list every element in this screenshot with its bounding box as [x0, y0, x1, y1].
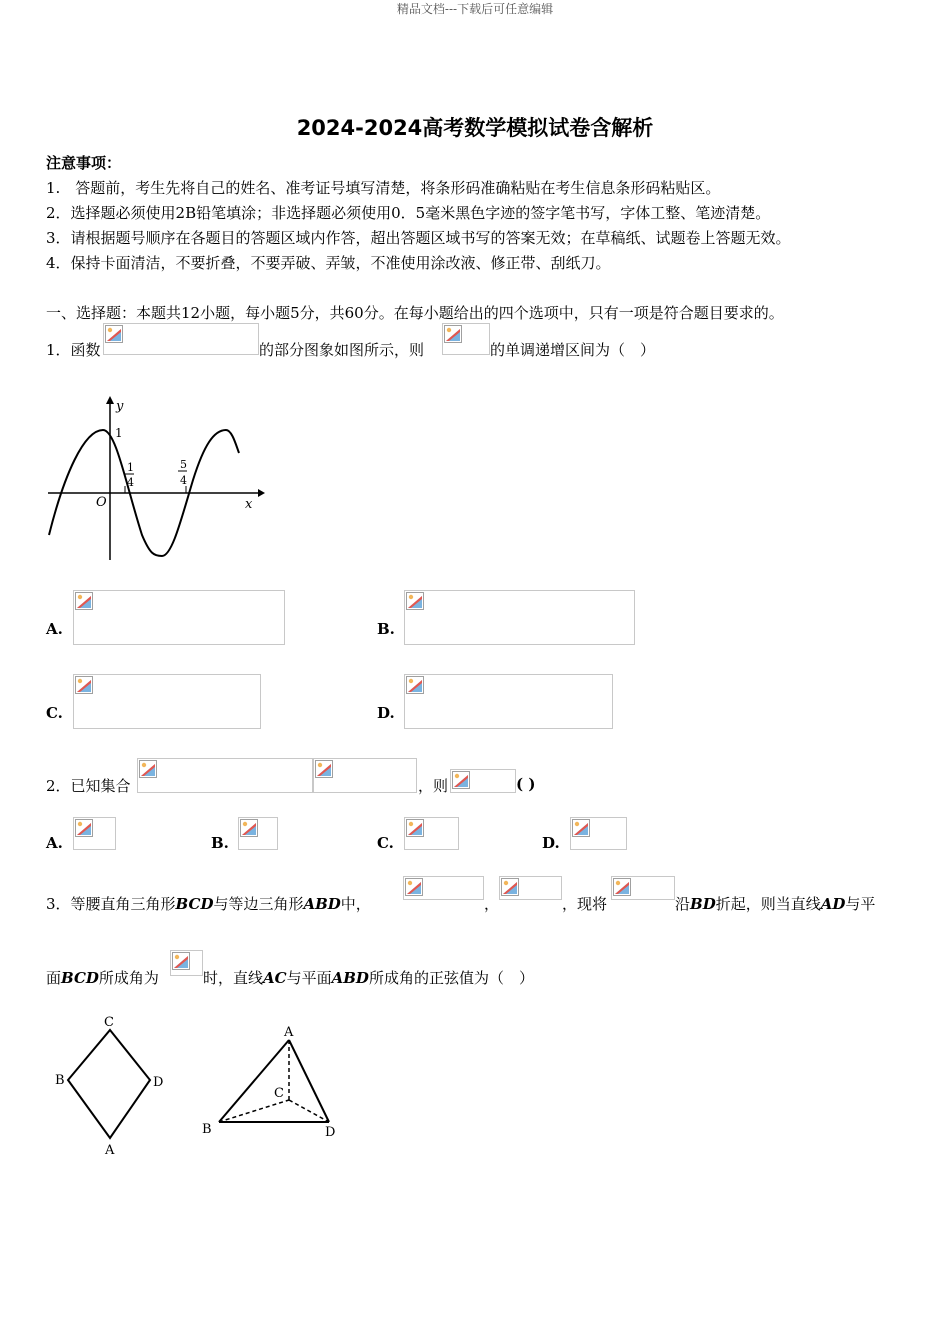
q3-text: ，现将: [562, 895, 608, 913]
broken-image-icon: [406, 819, 424, 837]
q3-text: 与等边三角形: [213, 895, 304, 913]
q1-option-c-label: C.: [46, 704, 63, 722]
edge-ad: [289, 1040, 329, 1122]
formula-image: [313, 758, 417, 793]
geometry-figures: [46, 1010, 346, 1160]
vertex-label-a: A: [284, 1025, 294, 1040]
q2-option-b-image[interactable]: [238, 817, 278, 850]
page-title: 2024-2024高考数学模拟试卷含解析: [296, 116, 654, 140]
q2-text-mid: ，则: [418, 777, 449, 795]
vertex-label-d: D: [153, 1075, 164, 1090]
broken-image-icon: [405, 878, 423, 896]
q2-text-start: 2．已知集合: [46, 777, 131, 795]
formula-image: [499, 876, 562, 900]
q1-text-mid: 的部分图象如图所示，则: [259, 341, 425, 359]
vertex-label-b: B: [202, 1122, 212, 1137]
vertex-label-c: C: [274, 1086, 284, 1101]
page-header: 精品文档---下载后可任意编辑: [396, 2, 554, 16]
formula-image: [450, 769, 516, 793]
q2-option-a-label: A.: [46, 834, 63, 852]
broken-image-icon: [315, 760, 333, 778]
q2-option-d-image[interactable]: [570, 817, 627, 850]
q3-text: ，: [484, 895, 500, 913]
sine-graph-figure: [46, 390, 266, 570]
q1-option-a-image[interactable]: [73, 590, 285, 645]
tick-denominator: 4: [180, 474, 187, 487]
y-axis-label: y: [116, 399, 124, 414]
broken-image-icon: [444, 325, 462, 343]
y-axis-arrow: [106, 396, 114, 404]
vertex-label-b: B: [55, 1073, 65, 1088]
vertex-label-d: D: [325, 1125, 336, 1140]
origin-label: O: [96, 495, 107, 510]
formula-image: [403, 876, 484, 900]
y-tick-label: 1: [115, 426, 123, 440]
q3-math: ABD: [303, 895, 341, 913]
edge-ab: [219, 1040, 289, 1122]
q3-text: 时，直线: [203, 969, 264, 987]
broken-image-icon: [240, 819, 258, 837]
q1-text-end: 的单调递增区间为（ ）: [490, 341, 656, 359]
q3-line-1b: [675, 893, 875, 914]
x-axis-label: x: [245, 497, 253, 512]
broken-image-icon: [501, 878, 519, 896]
tick-denominator: 4: [127, 476, 134, 489]
q3-math: BCD: [61, 969, 99, 987]
broken-image-icon: [613, 878, 631, 896]
q2-text-end: ( ): [516, 775, 536, 793]
q2-option-c-image[interactable]: [404, 817, 459, 850]
q1-option-a-label: A.: [46, 620, 63, 638]
q1-text-start: 1．函数: [46, 341, 101, 359]
q3-math: AC: [263, 969, 287, 987]
notice-item: 3．请根据题号顺序在各题目的答题区域内作答，超出答题区域书写的答案无效；在草稿纸、试题卷上答题无效。: [46, 229, 791, 247]
broken-image-icon: [75, 676, 93, 694]
broken-image-icon: [172, 952, 190, 970]
q3-text: 所成角的正弦值为（ ）: [368, 969, 534, 987]
pyramid-figure: [202, 1025, 335, 1140]
formula-image: [442, 323, 490, 355]
notice-item: 4．保持卡面清洁，不要折叠，不要弄破、弄皱，不准使用涂改液、修正带、刮纸刀。: [46, 254, 611, 272]
broken-image-icon: [406, 592, 424, 610]
q1-option-d-image[interactable]: [404, 674, 613, 729]
vertex-label-a: A: [105, 1143, 115, 1158]
q3-math: AD: [820, 895, 846, 913]
q3-text: 与平: [845, 895, 876, 913]
tick-numerator: 5: [180, 458, 187, 471]
square-outline: [68, 1030, 150, 1138]
broken-image-icon: [105, 325, 123, 343]
q2-option-c-label: C.: [377, 834, 394, 852]
q1-option-b-label: B.: [377, 620, 395, 638]
notice-item: 2．选择题必须使用2B铅笔填涂；非选择题必须使用0．5毫米黑色字迹的签字笔书写，字体工整、笔迹清楚。: [46, 204, 771, 222]
q3-text: 折起，则当直线: [715, 895, 821, 913]
q1-option-d-label: D.: [377, 704, 395, 722]
broken-image-icon: [406, 676, 424, 694]
q3-math: ABD: [331, 969, 369, 987]
broken-image-icon: [139, 760, 157, 778]
q3-line-2b: [203, 967, 534, 988]
formula-image: [103, 323, 259, 355]
broken-image-icon: [572, 819, 590, 837]
q2-option-d-label: D.: [542, 834, 560, 852]
q3-text: 沿: [675, 895, 691, 913]
q1-option-b-image[interactable]: [404, 590, 635, 645]
q3-text: 所成角为: [98, 969, 159, 987]
q3-line-1: [46, 893, 371, 914]
q2-option-a-image[interactable]: [73, 817, 116, 850]
notice-item: 1. 答题前，考生先将自己的姓名、准考证号填写清楚，将条形码准确粘贴在考生信息条形码粘贴区。: [46, 179, 721, 197]
section-heading: 一、选择题：本题共12小题，每小题5分，共60分。在每小题给出的四个选项中，只有一项是符合题目要求的。: [46, 304, 784, 322]
q3-text: 3．等腰直角三角形: [46, 895, 176, 913]
notice-heading: 注意事项：: [46, 154, 122, 172]
formula-image: [611, 876, 675, 900]
q3-text: 面: [46, 969, 62, 987]
broken-image-icon: [452, 771, 470, 789]
formula-image: [170, 950, 203, 976]
x-axis-arrow: [258, 489, 265, 497]
q1-option-c-image[interactable]: [73, 674, 261, 729]
q3-text: 与平面: [286, 969, 332, 987]
q3-text: 中，: [340, 895, 371, 913]
square-figure: [55, 1015, 163, 1158]
q3-math: BD: [690, 895, 716, 913]
tick-numerator: 1: [127, 461, 134, 474]
vertex-label-c: C: [104, 1015, 114, 1030]
q3-line-2a: [46, 967, 159, 988]
broken-image-icon: [75, 819, 93, 837]
q2-option-b-label: B.: [211, 834, 229, 852]
formula-image: [137, 758, 313, 793]
q3-math: BCD: [175, 895, 214, 913]
broken-image-icon: [75, 592, 93, 610]
